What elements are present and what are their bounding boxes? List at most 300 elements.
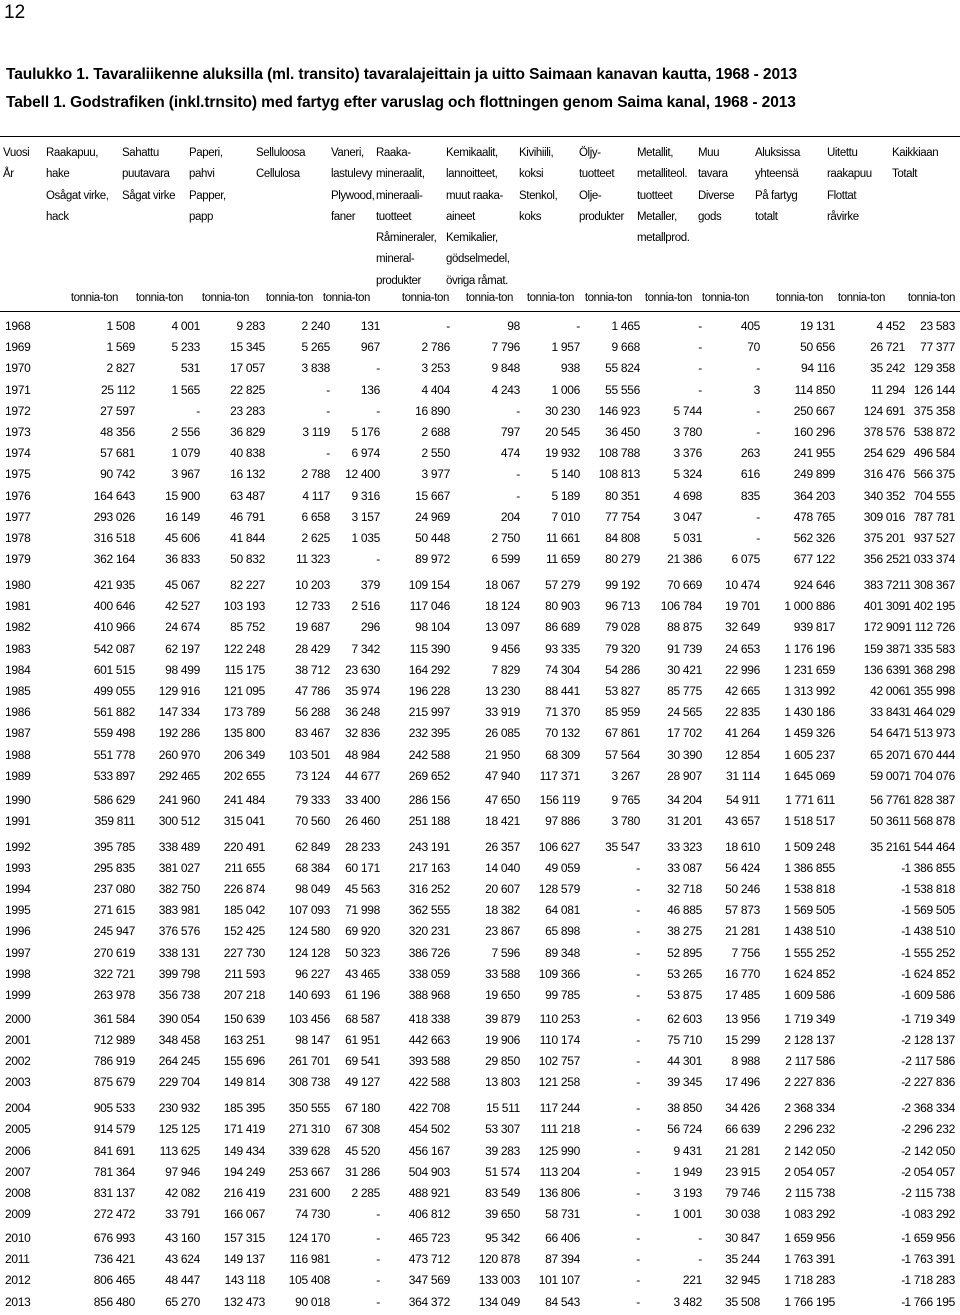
table-cell: 676 993 [93,1231,135,1245]
table-cell: 35 974 [345,684,380,698]
column-header-line: Sahattu [122,147,159,159]
column-header [892,143,938,186]
table-cell: 1 624 852 [784,966,835,981]
table-cell: - [901,1252,905,1267]
table-cell: 937 527 [913,531,955,545]
table-cell: 712 989 [93,1033,135,1047]
table-cell: 98 [507,319,520,333]
table-cell: 364 372 [408,1294,450,1309]
column-header-line: Aluksissa [755,147,800,159]
table-row [0,861,960,881]
table-row [0,748,960,768]
year-cell: 2013 [5,1294,31,1309]
table-cell: 33 323 [667,839,702,854]
table-cell: 103 193 [223,599,265,614]
table-row [0,988,960,1008]
table-cell: 83 549 [485,1186,520,1200]
table-cell: 19 701 [725,599,760,614]
table-row [0,620,960,640]
table-cell: 17 496 [725,1075,760,1090]
table-cell: 375 201 [863,531,905,545]
table-cell: - [376,1294,380,1309]
table-cell: - [698,319,702,333]
table-cell: 85 752 [230,620,265,635]
column-header-line: hake [46,168,70,181]
table-cell: 57 279 [545,578,580,592]
table-cell: 232 395 [408,726,450,741]
table-cell: 33 087 [667,860,702,875]
column-header [579,143,624,228]
table-cell: 152 425 [223,924,265,939]
column-header [189,143,226,228]
table-cell: 2 115 738 [785,1186,835,1200]
table-cell: 12 733 [295,599,330,614]
unit-label: tonnia-ton [526,292,574,304]
table-cell: 217 163 [408,860,450,875]
table-cell: 251 188 [408,813,450,828]
table-cell: 26 460 [345,813,380,828]
table-cell: 1 112 726 [905,620,955,635]
table-cell: 237 080 [93,882,135,896]
table-cell: 2 516 [351,599,380,614]
table-row [0,319,960,339]
table-cell: 388 968 [408,988,450,1002]
table-cell: 39 345 [667,1075,702,1090]
table-cell: - [636,945,640,960]
table-cell: 45 606 [165,531,200,545]
table-cell: - [636,1143,640,1158]
column-header-line: Flottat [827,189,857,202]
table-cell: 2 227 836 [904,1075,955,1090]
column-header-line: aineet [446,210,475,223]
column-header [637,143,690,249]
table-cell: 96 227 [295,966,330,981]
table-cell: 20 545 [545,425,580,439]
table-cell: 379 [360,578,380,592]
table-cell: - [901,1122,905,1137]
table-cell: 220 491 [223,839,265,854]
table-cell: 84 808 [605,531,640,545]
table-cell: 140 693 [288,988,330,1002]
table-cell: 50 832 [230,552,265,567]
column-header-line: Totalt [892,168,918,181]
table-cell: 7 342 [351,641,380,656]
table-cell: 80 903 [545,599,580,614]
table-cell: - [376,403,380,418]
table-cell: 124 691 [863,403,905,418]
table-cell: 95 342 [485,1231,520,1245]
table-cell: 456 167 [408,1143,450,1158]
table-cell: 23 630 [345,662,380,677]
table-cell: 19 932 [545,446,580,461]
table-cell: 31 114 [725,768,760,783]
year-cell: 2012 [5,1273,31,1288]
table-cell: 586 629 [93,792,135,807]
table-cell: 79 746 [725,1186,760,1200]
column-header-line: lannoitteet, [446,168,498,181]
column-header-line: Uitettu [827,147,858,159]
table-cell: 47 940 [485,768,520,783]
table-cell: 364 203 [793,488,835,503]
table-cell: 89 348 [545,945,580,960]
table-cell: - [901,1101,905,1116]
table-cell: 338 059 [408,966,450,981]
table-top-rule [0,136,960,137]
table-cell: 215 997 [408,705,450,720]
table-cell: 4 452 [876,319,905,333]
table-cell: 11 294 [870,382,905,397]
column-header [827,143,872,228]
table-cell: 120 878 [478,1252,520,1267]
header-bottom-rule [0,311,960,312]
table-cell: 135 800 [223,726,265,741]
table-cell: - [901,1143,905,1158]
table-row [0,404,960,424]
table-cell: 206 349 [223,747,265,762]
table-cell: 9 848 [491,361,520,376]
table-cell: 939 817 [793,620,835,635]
year-cell: 2005 [5,1122,31,1137]
table-cell: 6 974 [351,446,380,461]
table-title-finnish: Taulukko 1. Tavaraliikenne aluksilla (ml. transito) tavaralajeittain ja uitto Saimaan kanavan kautta, 1968 - 2013 [6,66,798,83]
table-cell: 1 083 292 [784,1207,835,1222]
table-cell: - [698,361,702,376]
table-cell: 566 375 [913,467,955,482]
table-cell: 316 518 [93,531,135,545]
table-cell: 2 054 057 [784,1164,835,1179]
table-cell: 1 828 387 [904,792,955,807]
table-cell: 6 075 [731,552,760,567]
table-cell: 1 465 [611,319,640,333]
table-cell: 835 [740,488,760,503]
table-cell: 115 175 [224,662,265,677]
table-cell: 393 588 [408,1054,450,1069]
table-cell: 1 719 349 [904,1011,955,1026]
table-cell: 1 335 583 [904,641,955,656]
table-cell: 9 283 [236,319,265,333]
table-cell: 68 384 [295,860,330,875]
table-cell: 914 579 [93,1122,135,1137]
table-cell: 3 253 [421,361,450,376]
table-cell: 19 906 [485,1033,520,1047]
table-cell: 1 386 855 [904,860,955,875]
table-cell: 70 560 [295,813,330,828]
table-cell: 875 679 [93,1075,135,1090]
table-cell: 242 588 [408,747,450,762]
table-cell: 1 518 517 [784,813,835,828]
table-cell: 196 228 [408,684,450,698]
table-cell: 164 643 [93,488,135,503]
table-cell: 1 569 [106,340,135,355]
table-cell: 221 [682,1273,702,1288]
table-cell: 88 441 [545,684,580,698]
table-cell: - [901,1273,905,1288]
table-cell: 32 718 [667,882,702,896]
table-cell: 117 371 [539,768,580,783]
table-row [0,1252,960,1272]
table-cell: 356 252 [863,552,905,567]
table-cell: 6 658 [301,509,330,524]
table-cell: 50 323 [345,945,380,960]
column-header-line: gödselmedel, [446,253,510,266]
table-cell: - [376,1207,380,1222]
table-cell: 296 [360,620,380,635]
table-cell: 21 281 [725,924,760,939]
table-cell: 2 142 050 [784,1143,835,1158]
table-cell: 211 655 [224,860,265,875]
table-cell: 149 434 [223,1143,265,1158]
table-cell: 33 791 [165,1207,200,1222]
table-cell: 79 320 [605,641,640,656]
column-header [376,143,436,292]
table-cell: 70 669 [667,578,702,592]
table-cell: 421 935 [93,578,135,592]
column-header-line: metallprod. [637,232,690,245]
table-cell: 150 639 [223,1011,265,1026]
column-header-line: papp [189,210,213,223]
table-cell: 230 932 [158,1101,200,1116]
table-cell: 2 240 [301,319,330,333]
table-cell: - [376,1252,380,1267]
table-cell: 35 508 [725,1294,760,1309]
table-cell: - [376,1273,380,1288]
table-cell: 1 000 886 [784,599,835,614]
table-cell: 211 593 [224,966,265,981]
column-header-line: tavara [698,168,728,181]
table-cell: 109 366 [538,966,580,981]
table-cell: 67 180 [345,1101,380,1116]
table-cell: 51 574 [485,1164,520,1179]
table-cell: 1 565 [171,382,200,397]
table-cell: 3 376 [673,446,702,461]
table-cell: 171 419 [223,1122,265,1137]
table-cell: 271 615 [93,903,135,918]
year-cell: 1968 [5,319,31,333]
table-cell: 15 511 [485,1101,520,1116]
table-cell: 48 447 [165,1273,200,1288]
table-cell: 44 677 [345,768,380,783]
table-cell: - [636,988,640,1002]
table-row [0,1165,960,1185]
table-cell: 26 721 [870,340,905,355]
table-cell: 84 543 [545,1294,580,1309]
table-cell: - [756,403,760,418]
table-cell: 1 368 298 [904,662,955,677]
page-number: 12 [4,2,26,23]
table-cell: 263 [740,446,760,461]
table-cell: 157 315 [223,1231,265,1245]
table-cell: - [636,966,640,981]
table-cell: - [901,1207,905,1222]
table-cell: 270 619 [93,945,135,960]
column-header-line: tuotteet [376,210,412,223]
table-row [0,531,960,551]
column-header [46,143,109,228]
table-cell: 34 204 [667,792,702,807]
table-cell: 38 275 [667,924,702,939]
table-cell: - [636,1011,640,1026]
column-header-line: Vuosi [3,147,30,159]
table-cell: 24 674 [165,620,200,635]
table-cell: 378 576 [863,425,905,439]
year-cell: 2003 [5,1075,31,1090]
table-cell: 35 244 [725,1252,760,1267]
table-cell: 3 977 [421,467,450,482]
table-cell: 465 723 [408,1231,450,1245]
table-cell: 361 584 [93,1011,135,1026]
table-cell: 65 207 [870,747,905,762]
table-cell: 269 652 [408,768,450,783]
table-cell: 46 885 [667,903,702,918]
column-header [122,143,175,207]
table-cell: 531 [180,361,200,376]
table-cell: 967 [360,340,380,355]
table-cell: 75 710 [667,1033,702,1047]
table-cell: 2 550 [421,446,450,461]
table-cell: - [636,860,640,875]
year-cell: 1979 [5,552,31,567]
table-cell: 57 873 [725,903,760,918]
table-cell: 4 404 [421,382,450,397]
table-cell: 32 945 [725,1273,760,1288]
table-cell: 271 310 [288,1122,330,1137]
year-cell: 1991 [5,813,31,828]
table-cell: - [446,319,450,333]
year-cell: 2004 [5,1101,31,1116]
table-cell: 22 996 [725,662,760,677]
table-cell: 13 230 [485,684,520,698]
table-cell: 418 338 [408,1011,450,1026]
table-cell: 40 838 [230,446,265,461]
table-cell: 117 244 [539,1101,580,1116]
table-cell: - [376,1231,380,1245]
table-cell: 309 016 [863,509,905,524]
table-cell: 454 502 [408,1122,450,1137]
table-cell: 68 309 [545,747,580,762]
table-cell: 113 204 [539,1164,580,1179]
table-cell: 1 763 391 [904,1252,955,1267]
table-cell: 56 776 [870,792,905,807]
table-cell: 3 967 [171,467,200,482]
table-cell: 23 915 [725,1164,760,1179]
table-cell: 538 872 [913,425,955,439]
table-cell: - [636,1294,640,1309]
table-cell: - [326,403,330,418]
table-cell: 1 176 196 [784,641,835,656]
table-cell: 66 406 [545,1231,580,1245]
column-header-line: gods [698,210,722,223]
column-header-line: Diverse [698,189,735,202]
table-cell: 16 132 [230,467,265,482]
table-cell: 533 897 [93,768,135,783]
unit-label: tonnia-ton [837,292,885,304]
table-cell: 106 627 [538,839,580,854]
table-cell: 26 085 [485,726,520,741]
table-cell: 67 861 [605,726,640,741]
table-cell: 35 547 [605,839,640,854]
year-cell: 1975 [5,467,31,482]
table-cell: 1 079 [171,446,200,461]
table-cell: 66 639 [725,1122,760,1137]
table-cell: 82 227 [230,578,265,592]
table-cell: 249 899 [793,467,835,482]
table-cell: 1 605 237 [784,747,835,762]
table-cell: 243 191 [408,839,450,854]
table-cell: 42 665 [725,684,760,698]
table-cell: 69 920 [345,924,380,939]
table-cell: 39 650 [485,1207,520,1222]
table-cell: 48 984 [345,747,380,762]
table-cell: 1 670 444 [904,747,955,762]
unit-label: tonnia-ton [701,292,749,304]
year-cell: 1971 [5,382,31,397]
table-cell: 41 264 [725,726,760,741]
year-cell: 1983 [5,641,31,656]
table-cell: 7 829 [491,662,520,677]
table-cell: 473 712 [408,1252,450,1267]
table-cell: 33 843 [870,705,905,720]
table-cell: 99 192 [605,578,640,592]
table-cell: 53 307 [485,1122,520,1137]
table-cell: 293 026 [93,509,135,524]
table-cell: 3 838 [301,361,330,376]
table-cell: - [636,1033,640,1047]
table-cell: 241 955 [793,446,835,461]
column-header-line: Kivihiili, [519,147,554,159]
table-cell: 29 850 [485,1054,520,1069]
table-cell: - [756,531,760,545]
column-header-line: Öljy- [579,147,601,159]
table-cell: 347 569 [408,1273,450,1288]
table-cell: 204 [500,509,520,524]
table-cell: 103 501 [288,747,330,762]
table-cell: 16 149 [165,509,200,524]
table-cell: 121 095 [223,684,265,698]
table-cell: - [636,1122,640,1137]
table-row [0,599,960,619]
table-cell: - [636,903,640,918]
table-cell: 53 265 [667,966,702,981]
table-row [0,967,960,987]
table-cell: 1 538 818 [904,882,955,896]
units-row [0,292,960,308]
table-cell: 405 [740,319,760,333]
table-cell: 295 835 [93,860,135,875]
year-cell: 1993 [5,860,31,875]
table-cell: 2 227 836 [784,1075,835,1090]
table-cell: 1 609 586 [784,988,835,1002]
table-cell: 136 [360,382,380,397]
table-cell: 159 387 [863,641,905,656]
table-cell: 38 712 [295,662,330,677]
table-cell: 322 721 [93,966,135,981]
unit-label: tonnia-ton [775,292,823,304]
table-cell: 561 882 [93,705,135,720]
year-cell: 1970 [5,361,31,376]
table-cell: 383 721 [863,578,905,592]
table-cell: 338 131 [158,945,200,960]
column-header-line: mineraalit, [376,168,425,181]
table-cell: 166 067 [223,1207,265,1222]
table-row [0,882,960,902]
column-header-line: Råmineraler, [376,232,437,245]
table-cell: 736 421 [93,1252,135,1267]
table-cell: 292 465 [158,768,200,783]
table-cell: - [901,1054,905,1069]
table-cell: 98 049 [295,882,330,896]
table-cell: - [636,882,640,896]
table-row [0,1186,960,1206]
